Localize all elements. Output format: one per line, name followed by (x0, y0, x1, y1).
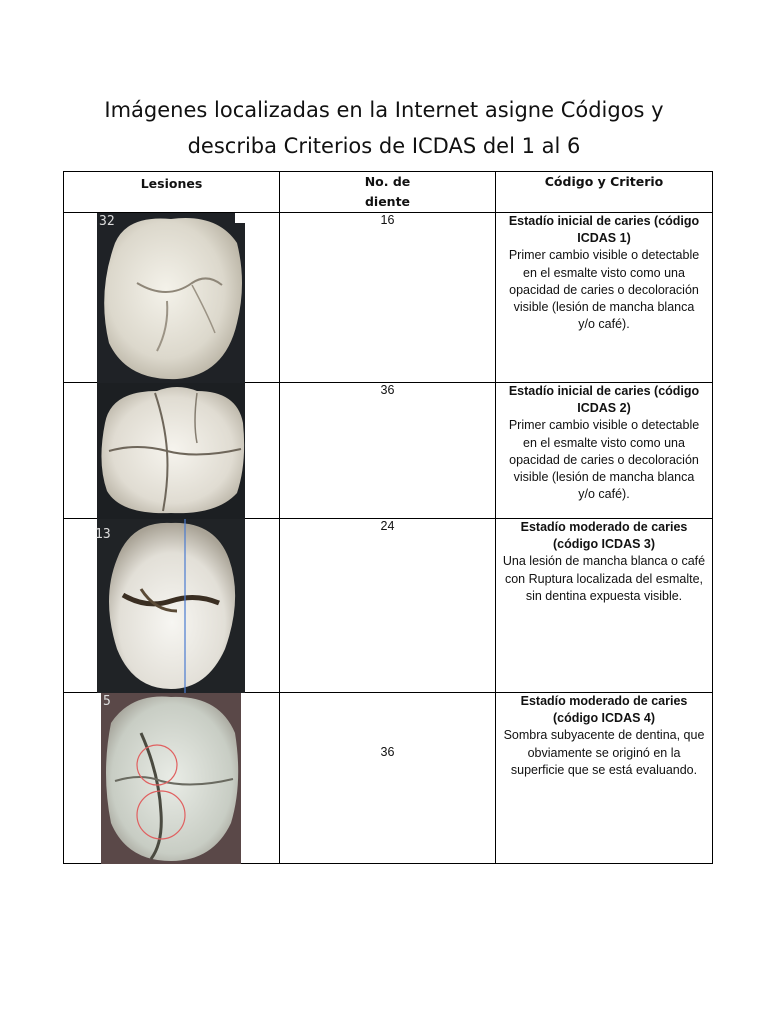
criterio-text-line: opacidad de caries o decoloración (509, 282, 699, 297)
header-diente (280, 172, 496, 213)
lesion-image-cell (64, 693, 280, 864)
criterio-title-line-1: Estadío moderado de caries (520, 520, 688, 534)
criterio-text-line: sin dentina expuesta visible. (525, 588, 683, 603)
table-header-row (64, 172, 713, 213)
header-codigo: Código y Criterio (496, 172, 713, 213)
premolar-tooth-photo-icon (97, 519, 245, 692)
criterio-text-line: opacidad de caries o decoloración (509, 452, 699, 467)
page-title (0, 92, 768, 164)
table-row (64, 693, 713, 864)
diente-cell: 16 (280, 213, 496, 383)
criterio-cell (496, 693, 713, 864)
lesion-image-cell (64, 519, 280, 693)
criterio-text-line: Primer cambio visible o detectable (508, 418, 700, 433)
photo-tag: 5 (103, 694, 111, 709)
criterio-title-line-2: ICDAS 1) (577, 231, 631, 246)
criterio-text-line: y/o café). (578, 487, 630, 502)
criterio-text-line: en el esmalte visto como una (523, 265, 685, 280)
criterio-text-line: con Ruptura localizada del esmalte, (504, 571, 704, 586)
diente-cell: 36 (280, 693, 496, 864)
criterio-title-line-2: ICDAS 2) (577, 401, 631, 416)
criterio-title-line-1: Estadío inicial de caries (código (508, 214, 700, 228)
photo-tag: 32 (99, 214, 115, 229)
diente-cell: 24 (280, 519, 496, 693)
criterio-cell (496, 213, 713, 383)
criterio-text-line: Primer cambio visible o detectable (508, 248, 700, 263)
molar-tooth-photo-icon (97, 213, 245, 382)
table-row (64, 213, 713, 383)
criterio-text-line: Una lesión de mancha blanca o café (502, 554, 706, 569)
icdas-table (63, 171, 713, 864)
title-line-1: Imágenes localizadas en la Internet asigne Códigos y (104, 98, 664, 122)
criterio-text-line: en el esmalte visto como una (523, 435, 685, 450)
diente-cell: 36 (280, 383, 496, 519)
criterio-title-line-2: (código ICDAS 4) (552, 711, 656, 726)
criterio-text-line: y/o café). (578, 317, 630, 332)
molar-tooth-photo-icon (97, 383, 245, 518)
criterio-cell (496, 383, 713, 519)
table-row (64, 383, 713, 519)
criterio-text-line: obviamente se originó en la (527, 745, 681, 760)
photo-tag: 13 (95, 527, 111, 542)
header-lesiones: Lesiones (64, 172, 280, 213)
table-row (64, 519, 713, 693)
criterio-cell (496, 519, 713, 693)
criterio-title-line-1: Estadío inicial de caries (código (508, 384, 700, 398)
header-diente-line-1: No. de (364, 174, 411, 189)
title-line-2: describa Criterios de ICDAS del 1 al 6 (187, 134, 581, 158)
header-diente-line-2: diente (364, 194, 411, 209)
criterio-text-line: superficie que se está evaluando. (510, 762, 698, 777)
molar-tooth-photo-icon (101, 693, 241, 863)
lesion-image-cell (64, 213, 280, 383)
criterio-text-line: visible (lesión de mancha blanca (513, 470, 695, 485)
criterio-text-line: visible (lesión de mancha blanca (513, 300, 695, 315)
lesion-image-cell (64, 383, 280, 519)
criterio-title-line-1: Estadío moderado de caries (520, 694, 688, 708)
criterio-text-line: Sombra subyacente de dentina, que (503, 728, 705, 743)
criterio-title-line-2: (código ICDAS 3) (552, 537, 656, 552)
